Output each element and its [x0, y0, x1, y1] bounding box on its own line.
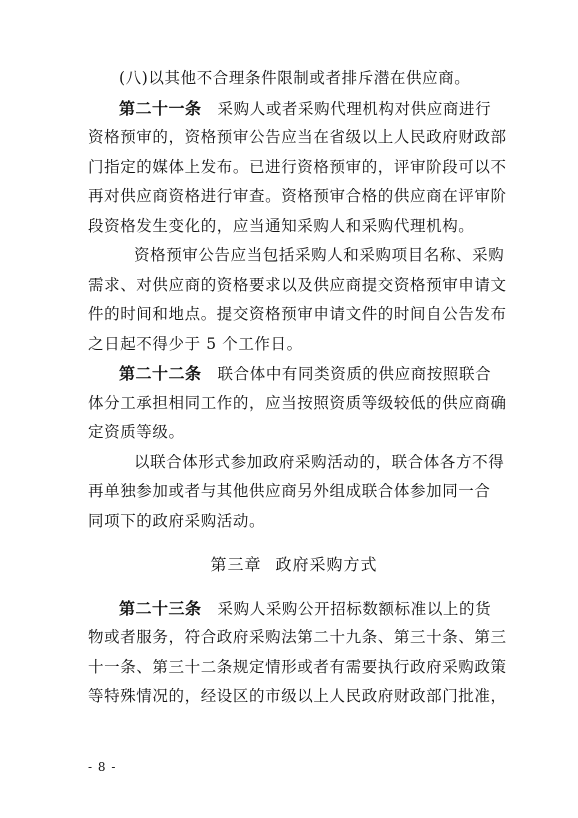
text-line: 体分工承担相同工作的，应当按照资质等级较低的供应商确 [88, 393, 507, 412]
page-number: - 8 - [88, 760, 117, 774]
text-line: 需求、对供应商的资格要求以及供应商提交资格预审申请文 [88, 275, 507, 294]
article-22-text: 联合体中有同类资质的供应商按照联合 [217, 365, 492, 383]
article-23-text: 采购人采购公开招标数额标准以上的货 [217, 599, 492, 618]
text-line: 之日起不得少于 5 个工作日。 [88, 334, 303, 353]
text-line: (八)以其他不合理条件限制或者排斥潜在供应商。 [119, 69, 471, 87]
text-line: 等特殊情况的，经设区的市级以上人民政府财政部门批准， [88, 687, 507, 705]
article-22-first-line [88, 359, 500, 389]
text-line: 再单独参加或者与其他供应商另外组成联合体参加同一合 [88, 482, 491, 500]
text-line: 十一条、第三十二条规定情形或者有需要执行政府采购政策 [88, 657, 507, 676]
text-line: 门指定的媒体上发布。已进行资格预审的，评审阶段可以不 [88, 157, 507, 176]
chapter-heading [88, 550, 500, 580]
text-line: 资格预审的，资格预审公告应当在省级以上人民政府财政部 [88, 128, 507, 146]
text-line: 资格预审公告应当包括采购人和采购项目名称、采购 [134, 246, 505, 264]
chapter-title: 政府采购方式 [275, 555, 378, 574]
article-22-number: 第二十二条 [119, 364, 202, 383]
text-line: 以联合体形式参加政府采购活动的，联合体各方不得 [134, 452, 505, 471]
text-line: 物或者服务，符合政府采购法第二十九条、第三十条、第三 [88, 628, 507, 646]
article-23-number: 第二十三条 [119, 598, 202, 618]
text-line: 同项下的政府采购活动。 [88, 511, 266, 530]
text-line: 再对供应商资格进行审查。资格预审合格的供应商在评审阶 [88, 187, 507, 205]
text-line: 定资质等级。 [88, 423, 185, 441]
text-line: 件的时间和地点。提交资格预审申请文件的时间自公告发布 [88, 305, 507, 323]
text-line: 段资格发生变化的，应当通知采购人和采购代理机构。 [88, 216, 475, 235]
chapter-number: 第三章 [210, 555, 262, 574]
article-23-first-line [88, 594, 500, 624]
document-body [88, 64, 507, 712]
article-21-text: 采购人或者采购代理机构对供应商进行 [217, 99, 492, 118]
article-21-number: 第二十一条 [119, 98, 202, 118]
article-21-first-line [88, 94, 500, 124]
